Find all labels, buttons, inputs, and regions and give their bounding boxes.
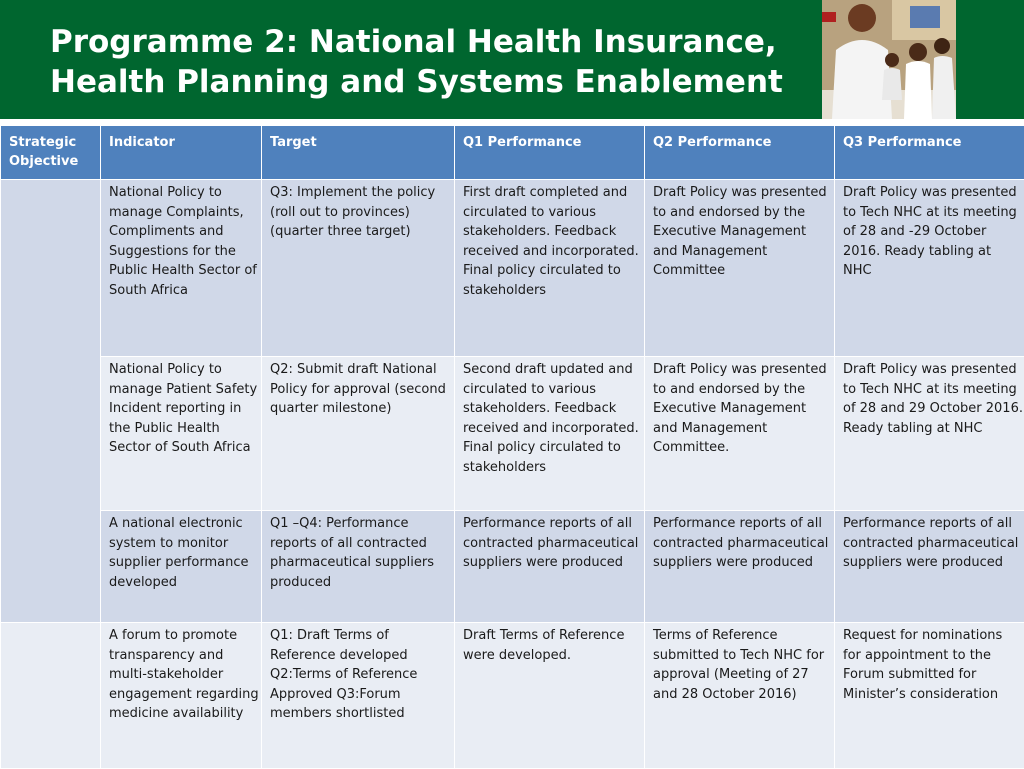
indicator-cell: National Policy to manage Complaints, Compliments and Suggestions for the Public Health Sector of South Africa [101,180,262,357]
q3-performance-cell: Draft Policy was presented to Tech NHC at its meeting of 28 and -29 October 2016. Ready tabling at NHC [835,180,1024,357]
indicator-cell: A forum to promote transparency and multi-stakeholder engagement regarding medicine availability [101,623,262,769]
header-indicator: Indicator [101,126,262,180]
q1-performance-cell: Performance reports of all contracted pharmaceutical suppliers were produced [455,511,645,623]
indicator-cell: National Policy to manage Patient Safety Incident reporting in the Public Health Sector of South Africa [101,357,262,511]
q1-performance-cell: Draft Terms of Reference were developed. [455,623,645,769]
q3-performance-cell: Performance reports of all contracted pharmaceutical suppliers were produced [835,511,1024,623]
header-strategic-objective: Strategic Objective [1,126,101,180]
q2-performance-cell: Terms of Reference submitted to Tech NHC for approval (Meeting of 27 and 28 October 2016) [645,623,835,769]
target-cell: Q2: Submit draft National Policy for approval (second quarter milestone) [262,357,455,511]
table-row [1,180,1024,357]
q2-performance-cell: Draft Policy was presented to and endorsed by the Executive Management and Management Committee. [645,357,835,511]
table-row [1,357,1024,511]
q1-performance-cell: First draft completed and circulated to various stakeholders. Feedback received and incorporated. Final policy circulated to stakeholders [455,180,645,357]
q2-performance-cell: Draft Policy was presented to and endorsed by the Executive Management and Management Committee [645,180,835,357]
slide-title [50,22,810,102]
strategic-objective-cell [1,180,101,623]
target-cell: Q1 –Q4: Performance reports of all contracted pharmaceutical suppliers produced [262,511,455,623]
title-line-1: Programme 2: National Health Insurance, [50,22,810,62]
nurse-children-photo-icon [822,0,956,119]
q3-performance-cell: Draft Policy was presented to Tech NHC at its meeting of 28 and 29 October 2016. Ready tabling at NHC [835,357,1024,511]
strategic-objective-cell [1,623,101,769]
target-cell: Q3: Implement the policy (roll out to provinces) (quarter three target) [262,180,455,357]
table-header-row [1,126,1024,180]
table-row [1,623,1024,769]
target-cell: Q1: Draft Terms of Reference developed Q2:Terms of Reference Approved Q3:Forum members shortlisted [262,623,455,769]
header-q3-performance: Q3 Performance [835,126,1024,180]
header-target: Target [262,126,455,180]
header-q1-performance: Q1 Performance [455,126,645,180]
table-row [1,511,1024,623]
performance-table [0,125,1024,769]
indicator-cell: A national electronic system to monitor supplier performance developed [101,511,262,623]
q1-performance-cell: Second draft updated and circulated to various stakeholders. Feedback received and incorporated. Final policy circulated to stakeholders [455,357,645,511]
title-line-2: Health Planning and Systems Enablement [50,62,810,102]
q3-performance-cell: Request for nominations for appointment to the Forum submitted for Minister’s consideration [835,623,1024,769]
q2-performance-cell: Performance reports of all contracted pharmaceutical suppliers were produced [645,511,835,623]
header-photo [822,0,956,119]
header-q2-performance: Q2 Performance [645,126,835,180]
